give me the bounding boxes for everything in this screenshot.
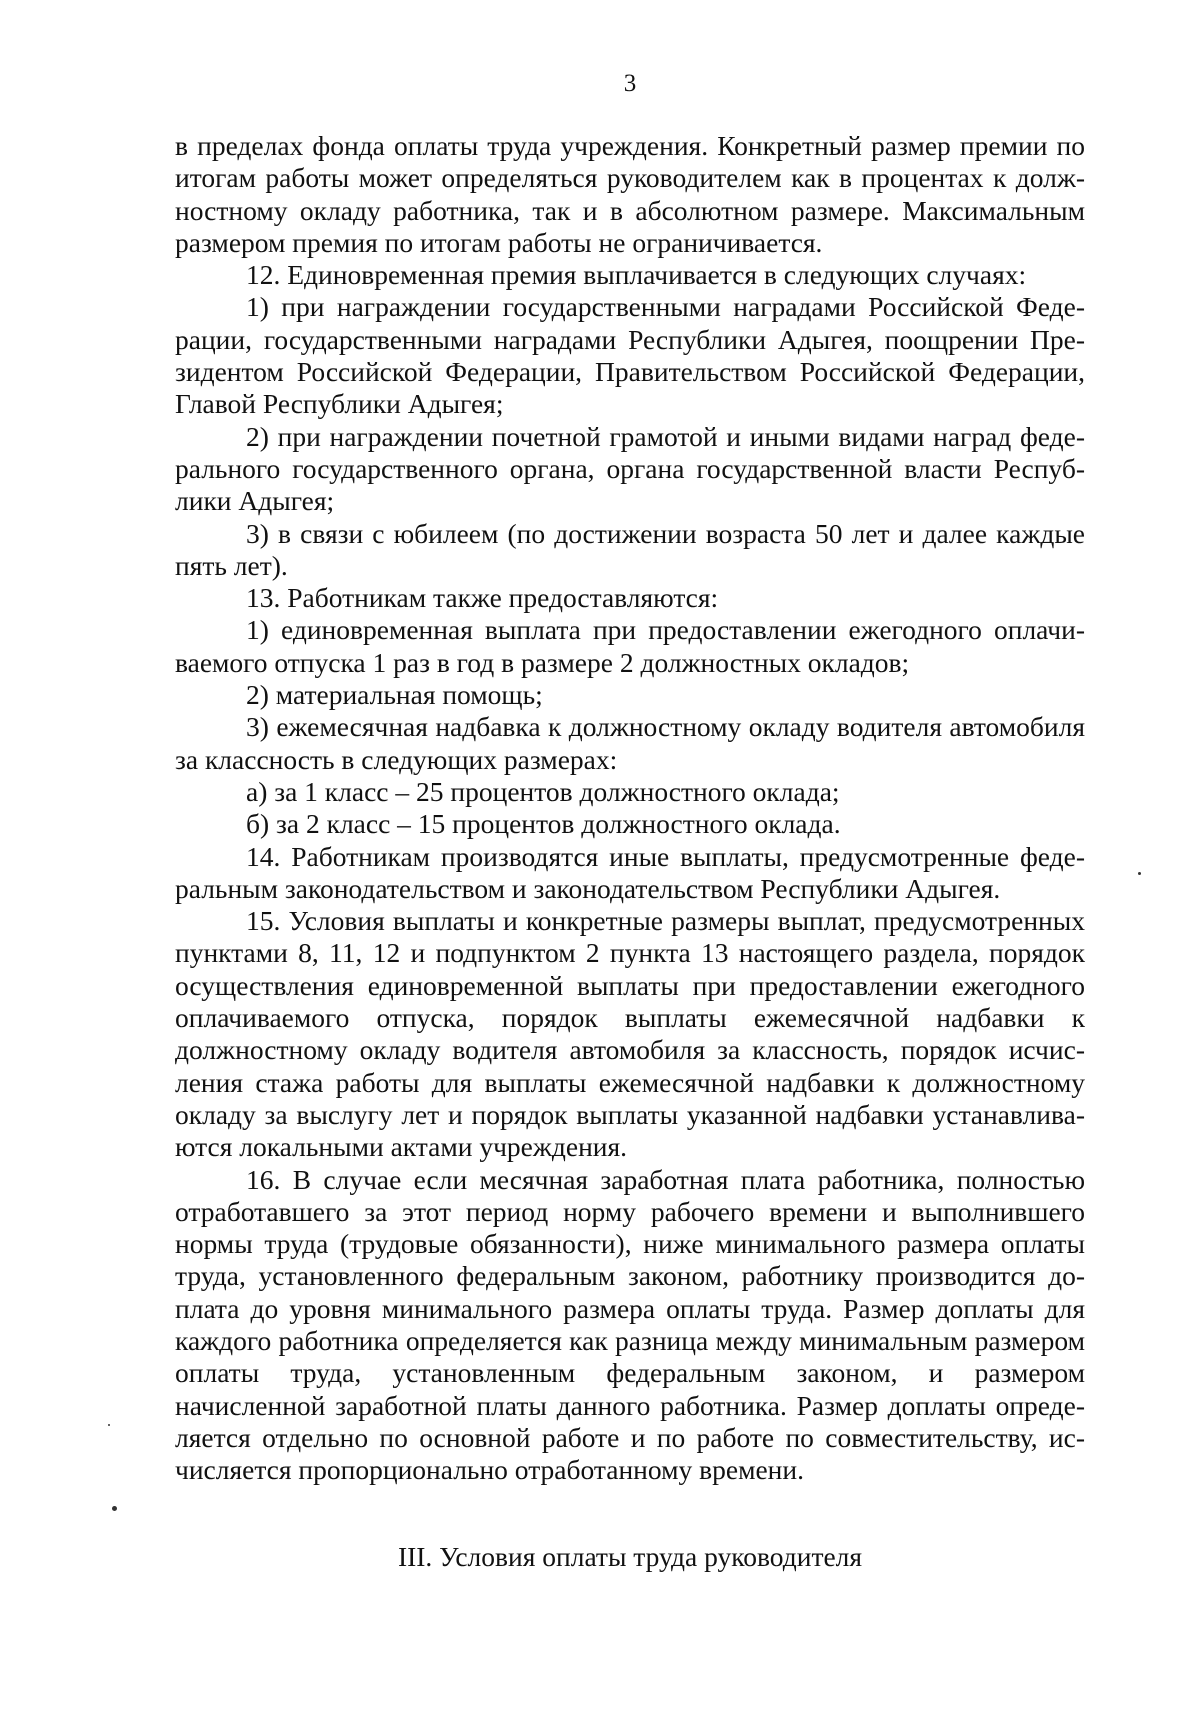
paragraph-item-13: 13. Работникам также предоставляются: [246,582,719,614]
paragraph-item-12: 12. Единовременная премия выплачивается в следующих случаях: [246,259,1027,291]
paragraph-subitem-12-1: 1) при награждении государственными наградами Российской Федерации, государственными наградами Республики Адыгея, поощрении Президентом Российской Федерации, Правительством Российской Федерации, Главой Республики Адыгея; [175,291,1085,420]
paragraph-subitem-12-3: 3) в связи с юбилеем (по достижении возраста 50 лет и далее каждые пять лет). [175,517,1085,581]
scan-speck [112,1506,117,1511]
paragraph-item-16: 16. В случае если месячная заработная плата работника, полностью отработавшего за этот период норму рабочего времени и выполнившего нормы труда (трудовые обязанности), ниже минимального размера оплаты труда, установленного федеральным законом, работнику производится доплата до уровня минимального размера оплаты труда. Размер доплаты для каждого работника определяется как разница между минимальным размером оплаты труда, установленным федеральным законом, и размером начисленной заработной платы данного работника. Размер доплаты определяется отдельно по основной работе и по работе по совместительству, исчисляется пропорционально отработанному времени. [175,1163,1085,1486]
scan-speck [1138,872,1141,875]
paragraph-continuation: в пределах фонда оплаты труда учреждения. Конкретный размер премии по итогам работы может определяться руководителем как в процентах к должностному окладу работника, так и в абсолютном размере. Максимальным размером премия по итогам работы не ограничивается. [175,130,1085,258]
paragraph-subitem-13-1: 1) единовременная выплата при предоставлении ежегодного оплачиваемого отпуска 1 раз в год в размере 2 должностных окладов; [175,614,1085,678]
paragraph-item-14: 14. Работникам производятся иные выплаты, предусмотренные федеральным законодательством и законодательством Республики Адыгея. [175,840,1085,904]
page-number: 3 [623,70,637,97]
paragraph-subitem-13-3-b: б) за 2 класс – 15 процентов должностного оклада. [246,808,841,840]
paragraph-subitem-12-2: 2) при награждении почетной грамотой и иными видами наград федерального государственного органа, органа государственной власти Республики Адыгея; [175,420,1085,517]
document-body [175,130,1085,1486]
scan-speck [108,1424,110,1426]
paragraph-subitem-13-3: 3) ежемесячная надбавка к должностному окладу водителя автомобиля за классность в следующих размерах: [175,711,1085,775]
paragraph-item-15: 15. Условия выплаты и конкретные размеры выплат, предусмотренных пунктами 8, 11, 12 и подпунктом 2 пункта 13 настоящего раздела, порядок осуществления единовременной выплаты при предоставлении ежегодного оплачиваемого отпуска, порядок выплаты ежемесячной надбавки к должностному окладу водителя автомобиля за классность, порядок исчисления стажа работы для выплаты ежемесячной надбавки к должностному окладу за выслугу лет и порядок выплаты указанной надбавки устанавливаются локальными актами учреждения. [175,905,1085,1163]
paragraph-subitem-13-2: 2) материальная помощь; [246,679,543,711]
paragraph-subitem-13-3-a: а) за 1 класс – 25 процентов должностного оклада; [246,775,840,807]
section-heading: III. Условия оплаты труда руководителя [397,1541,863,1572]
